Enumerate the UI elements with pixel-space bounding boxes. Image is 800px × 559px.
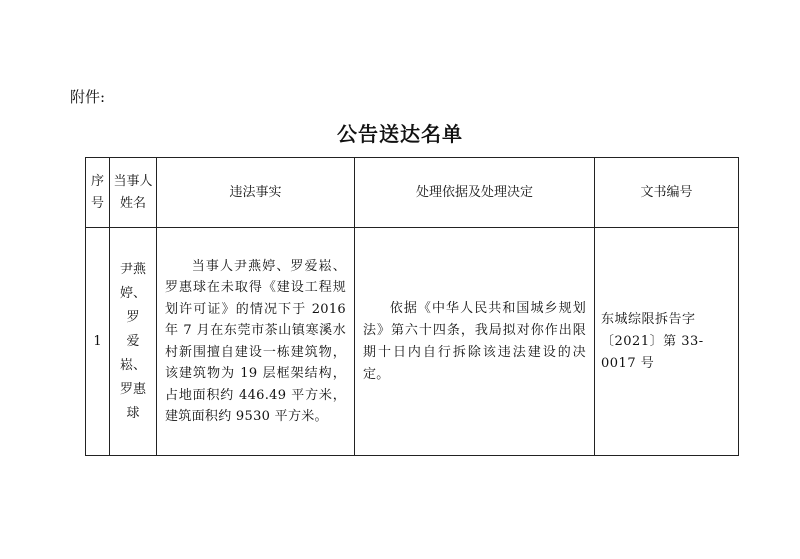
table-header-row bbox=[86, 158, 739, 228]
table-row bbox=[86, 228, 739, 456]
attachment-label: 附件: bbox=[70, 88, 106, 106]
row-serial-number: 1 bbox=[86, 228, 110, 456]
header-violation-facts: 违法事实 bbox=[157, 158, 355, 228]
row-document-number: 东城综限拆告字〔2021〕第 33-0017 号 bbox=[595, 228, 739, 456]
service-list-table bbox=[85, 157, 739, 456]
header-basis-decision: 处理依据及处理决定 bbox=[355, 158, 595, 228]
header-document-number: 文书编号 bbox=[595, 158, 739, 228]
row-basis-decision: 依据《中华人民共和国城乡规划法》第六十四条，我局拟对你作出限期十日内自行拆除该违法建设的决定。 bbox=[355, 228, 595, 456]
row-violation-facts: 当事人尹燕婷、罗爱崧、罗惠球在未取得《建设工程规划许可证》的情况下于 2016 年 7 月在东莞市茶山镇寒溪水村新围擅自建设一栋建筑物，该建筑物为 19 层框架结构，占地面积约 446.49 平方米，建筑面积约 9530 平方米。 bbox=[157, 228, 355, 456]
header-party-name: 当事人 姓名 bbox=[110, 158, 157, 228]
header-serial-number: 序 号 bbox=[86, 158, 110, 228]
page-title: 公告送达名单 bbox=[337, 122, 463, 146]
row-party-name: 尹燕 婷、罗 爱崧、 罗惠球 bbox=[110, 228, 157, 456]
